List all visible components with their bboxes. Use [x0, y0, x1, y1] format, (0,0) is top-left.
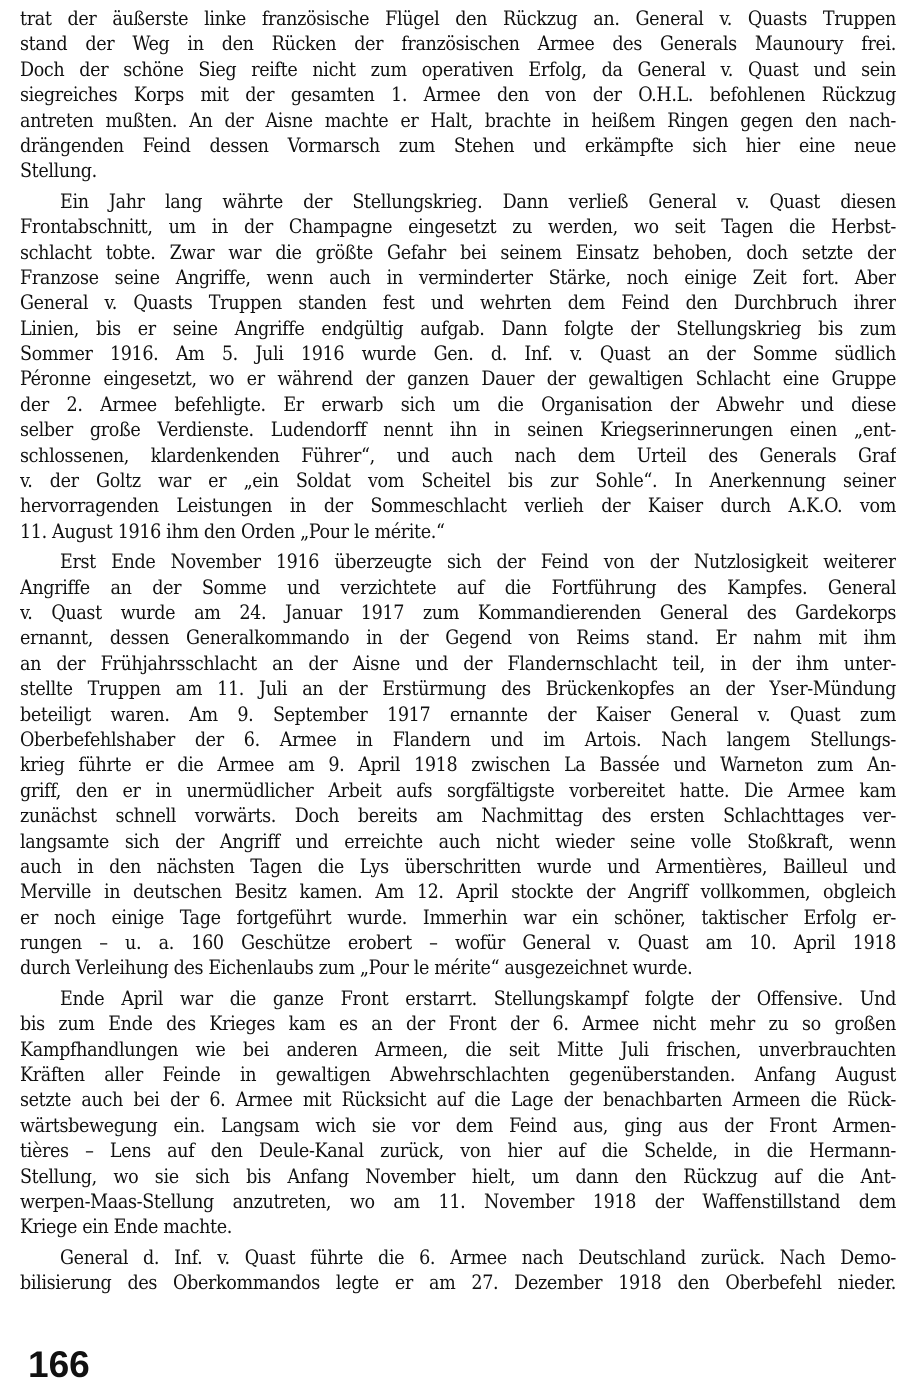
text-line: griff, den er in unermüdlicher Arbeit aufs sorgfältigste vorbereitet hatte. Die Armee kam: [20, 778, 896, 802]
text-line: bilisierung des Oberkommandos legte er am 27. Dezember 1918 den Oberbefehl nieder.: [20, 1271, 896, 1295]
text-line: General v. Quasts Truppen standen fest und wehrten dem Feind den Durchbruch ihrer: [20, 291, 896, 315]
text-line: der 2. Armee befehligte. Er erwarb sich um die Organisation der Abwehr und diese: [20, 392, 896, 416]
text-line: Angriffe an der Somme und verzichtete auf die Fortführung des Kampfes. General: [20, 575, 896, 599]
text-line: tières – Lens auf den Deule-Kanal zurück, von hier auf die Schelde, in die Hermann-: [20, 1139, 896, 1163]
text-line: 11. August 1916 ihm den Orden „Pour le mérite.“: [20, 519, 445, 543]
text-line: stand der Weg in den Rücken der französischen Armee des Generals Maunoury frei.: [20, 32, 896, 56]
paragraph: [20, 6, 896, 184]
text-line: er noch einige Tage fortgeführt wurde. Immerhin war ein schöner, taktischer Erfolg er-: [20, 905, 896, 929]
text-line: auch in den nächsten Tagen die Lys überschritten wurde und Armentières, Bailleul und: [20, 854, 896, 878]
text-line: rungen – u. a. 160 Geschütze erobert – wofür General v. Quast am 10. April 1918: [20, 931, 896, 955]
text-line: Erst Ende November 1916 überzeugte sich der Feind von der Nutzlosigkeit weiterer: [60, 550, 896, 574]
paragraph: [20, 189, 896, 544]
text-line: Ein Jahr lang währte der Stellungskrieg. Dann verließ General v. Quast diesen: [60, 189, 896, 213]
text-line: selber große Verdienste. Ludendorff nennt ihn in seinen Kriegserinnerungen einen „ent-: [20, 418, 896, 442]
text-line: Oberbefehlshaber der 6. Armee in Flandern und im Artois. Nach langem Stellungs-: [20, 727, 896, 751]
text-line: zunächst schnell vorwärts. Doch bereits am Nachmittag des ersten Schlachttages ver-: [20, 804, 896, 828]
paragraph: [20, 549, 896, 981]
text-line: wärtsbewegung ein. Langsam wich sie vor dem Feind aus, ging aus der Front Armen-: [20, 1113, 896, 1137]
text-line: Sommer 1916. Am 5. Juli 1916 wurde Gen. d. Inf. v. Quast an der Somme südlich: [20, 342, 896, 366]
text-line: bis zum Ende des Krieges kam es an der Front der 6. Armee nicht mehr zu so großen: [20, 1012, 896, 1036]
text-line: setzte auch bei der 6. Armee mit Rücksicht auf die Lage der benachbarten Armeen die Rück-: [20, 1088, 896, 1112]
text-line: Kampfhandlungen wie bei anderen Armeen, die seit Mitte Juli frischen, unverbrauchten: [20, 1037, 896, 1061]
text-line: Franzose seine Angriffe, wenn auch in verminderter Stärke, noch einige Zeit fort. Aber: [20, 265, 896, 289]
text-line: siegreiches Korps mit der gesamten 1. Armee den von der O.H.L. befohlenen Rückzug: [20, 83, 896, 107]
text-line: General d. Inf. v. Quast führte die 6. Armee nach Deutschland zurück. Nach Demo-: [60, 1245, 896, 1269]
text-line: Stellung.: [20, 159, 97, 183]
text-line: Kräften aller Feinde in gewaltigen Abwehrschlachten gegenüberstanden. Anfang August: [20, 1063, 896, 1087]
text-line: v. der Goltz war er „ein Soldat vom Scheitel bis zur Sohle“. In Anerkennung seiner: [20, 469, 896, 493]
paragraph: [20, 986, 896, 1240]
text-line: schlacht tobte. Zwar war die größte Gefahr bei seinem Einsatz behoben, doch setzte der: [20, 240, 896, 264]
text-line: beteiligt waren. Am 9. September 1917 ernannte der Kaiser General v. Quast zum: [20, 702, 896, 726]
text-line: drängenden Feind dessen Vormarsch zum Stehen und erkämpfte sich hier eine neue: [20, 133, 896, 157]
paragraph: [20, 1245, 896, 1296]
text-line: Péronne eingesetzt, wo er während der ganzen Dauer der gewaltigen Schlacht eine Gruppe: [20, 367, 896, 391]
page-number: 166: [28, 1344, 90, 1385]
text-line: langsamte sich der Angriff und erreichte auch nicht wieder seine volle Stoßkraft, wenn: [20, 829, 896, 853]
text-line: schlossenen, klardenkenden Führer“, und auch nach dem Urteil des Generals Graf: [20, 443, 896, 467]
text-line: Linien, bis er seine Angriffe endgültig aufgab. Dann folgte der Stellungskrieg bis zum: [20, 316, 896, 340]
text-line: Stellung, wo sie sich bis Anfang November hielt, um dann den Rückzug auf die Ant-: [20, 1164, 896, 1188]
text-line: Ende April war die ganze Front erstarrt. Stellungskampf folgte der Offensive. Und: [60, 986, 896, 1010]
text-line: an der Frühjahrsschlacht an der Aisne und der Flandernschlacht teil, in der ihm unter-: [20, 651, 896, 675]
text-line: Kriege ein Ende machte.: [20, 1215, 232, 1239]
text-line: hervorragenden Leistungen in der Sommeschlacht verlieh der Kaiser durch A.K.O. vom: [20, 494, 896, 518]
text-line: Merville in deutschen Besitz kamen. Am 12. April stockte der Angriff vollkommen, obgleich: [20, 880, 896, 904]
text-line: ernannt, dessen Generalkommando in der Gegend von Reims stand. Er nahm mit ihm: [20, 626, 896, 650]
text-line: v. Quast wurde am 24. Januar 1917 zum Kommandierenden General des Gardekorps: [20, 600, 896, 624]
book-page: [20, 0, 896, 1301]
text-line: antreten mußten. An der Aisne machte er Halt, brachte in heißem Ringen gegen den nach-: [20, 108, 896, 132]
text-line: werpen-Maas-Stellung anzutreten, wo am 11. November 1918 der Waffenstillstand dem: [20, 1189, 896, 1213]
text-line: stellte Truppen am 11. Juli an der Erstürmung des Brückenkopfes an der Yser-Mündung: [20, 677, 896, 701]
text-line: krieg führte er die Armee am 9. April 1918 zwischen La Bassée und Warneton zum An-: [20, 753, 896, 777]
text-line: Frontabschnitt, um in der Champagne eingesetzt zu werden, wo seit Tagen die Herbst-: [20, 215, 896, 239]
text-line: Doch der schöne Sieg reifte nicht zum operativen Erfolg, da General v. Quast und sein: [20, 57, 896, 81]
text-line: durch Verleihung des Eichenlaubs zum „Pour le mérite“ ausgezeichnet wurde.: [20, 956, 693, 980]
text-line: trat der äußerste linke französische Flügel den Rückzug an. General v. Quasts Truppen: [20, 7, 896, 30]
